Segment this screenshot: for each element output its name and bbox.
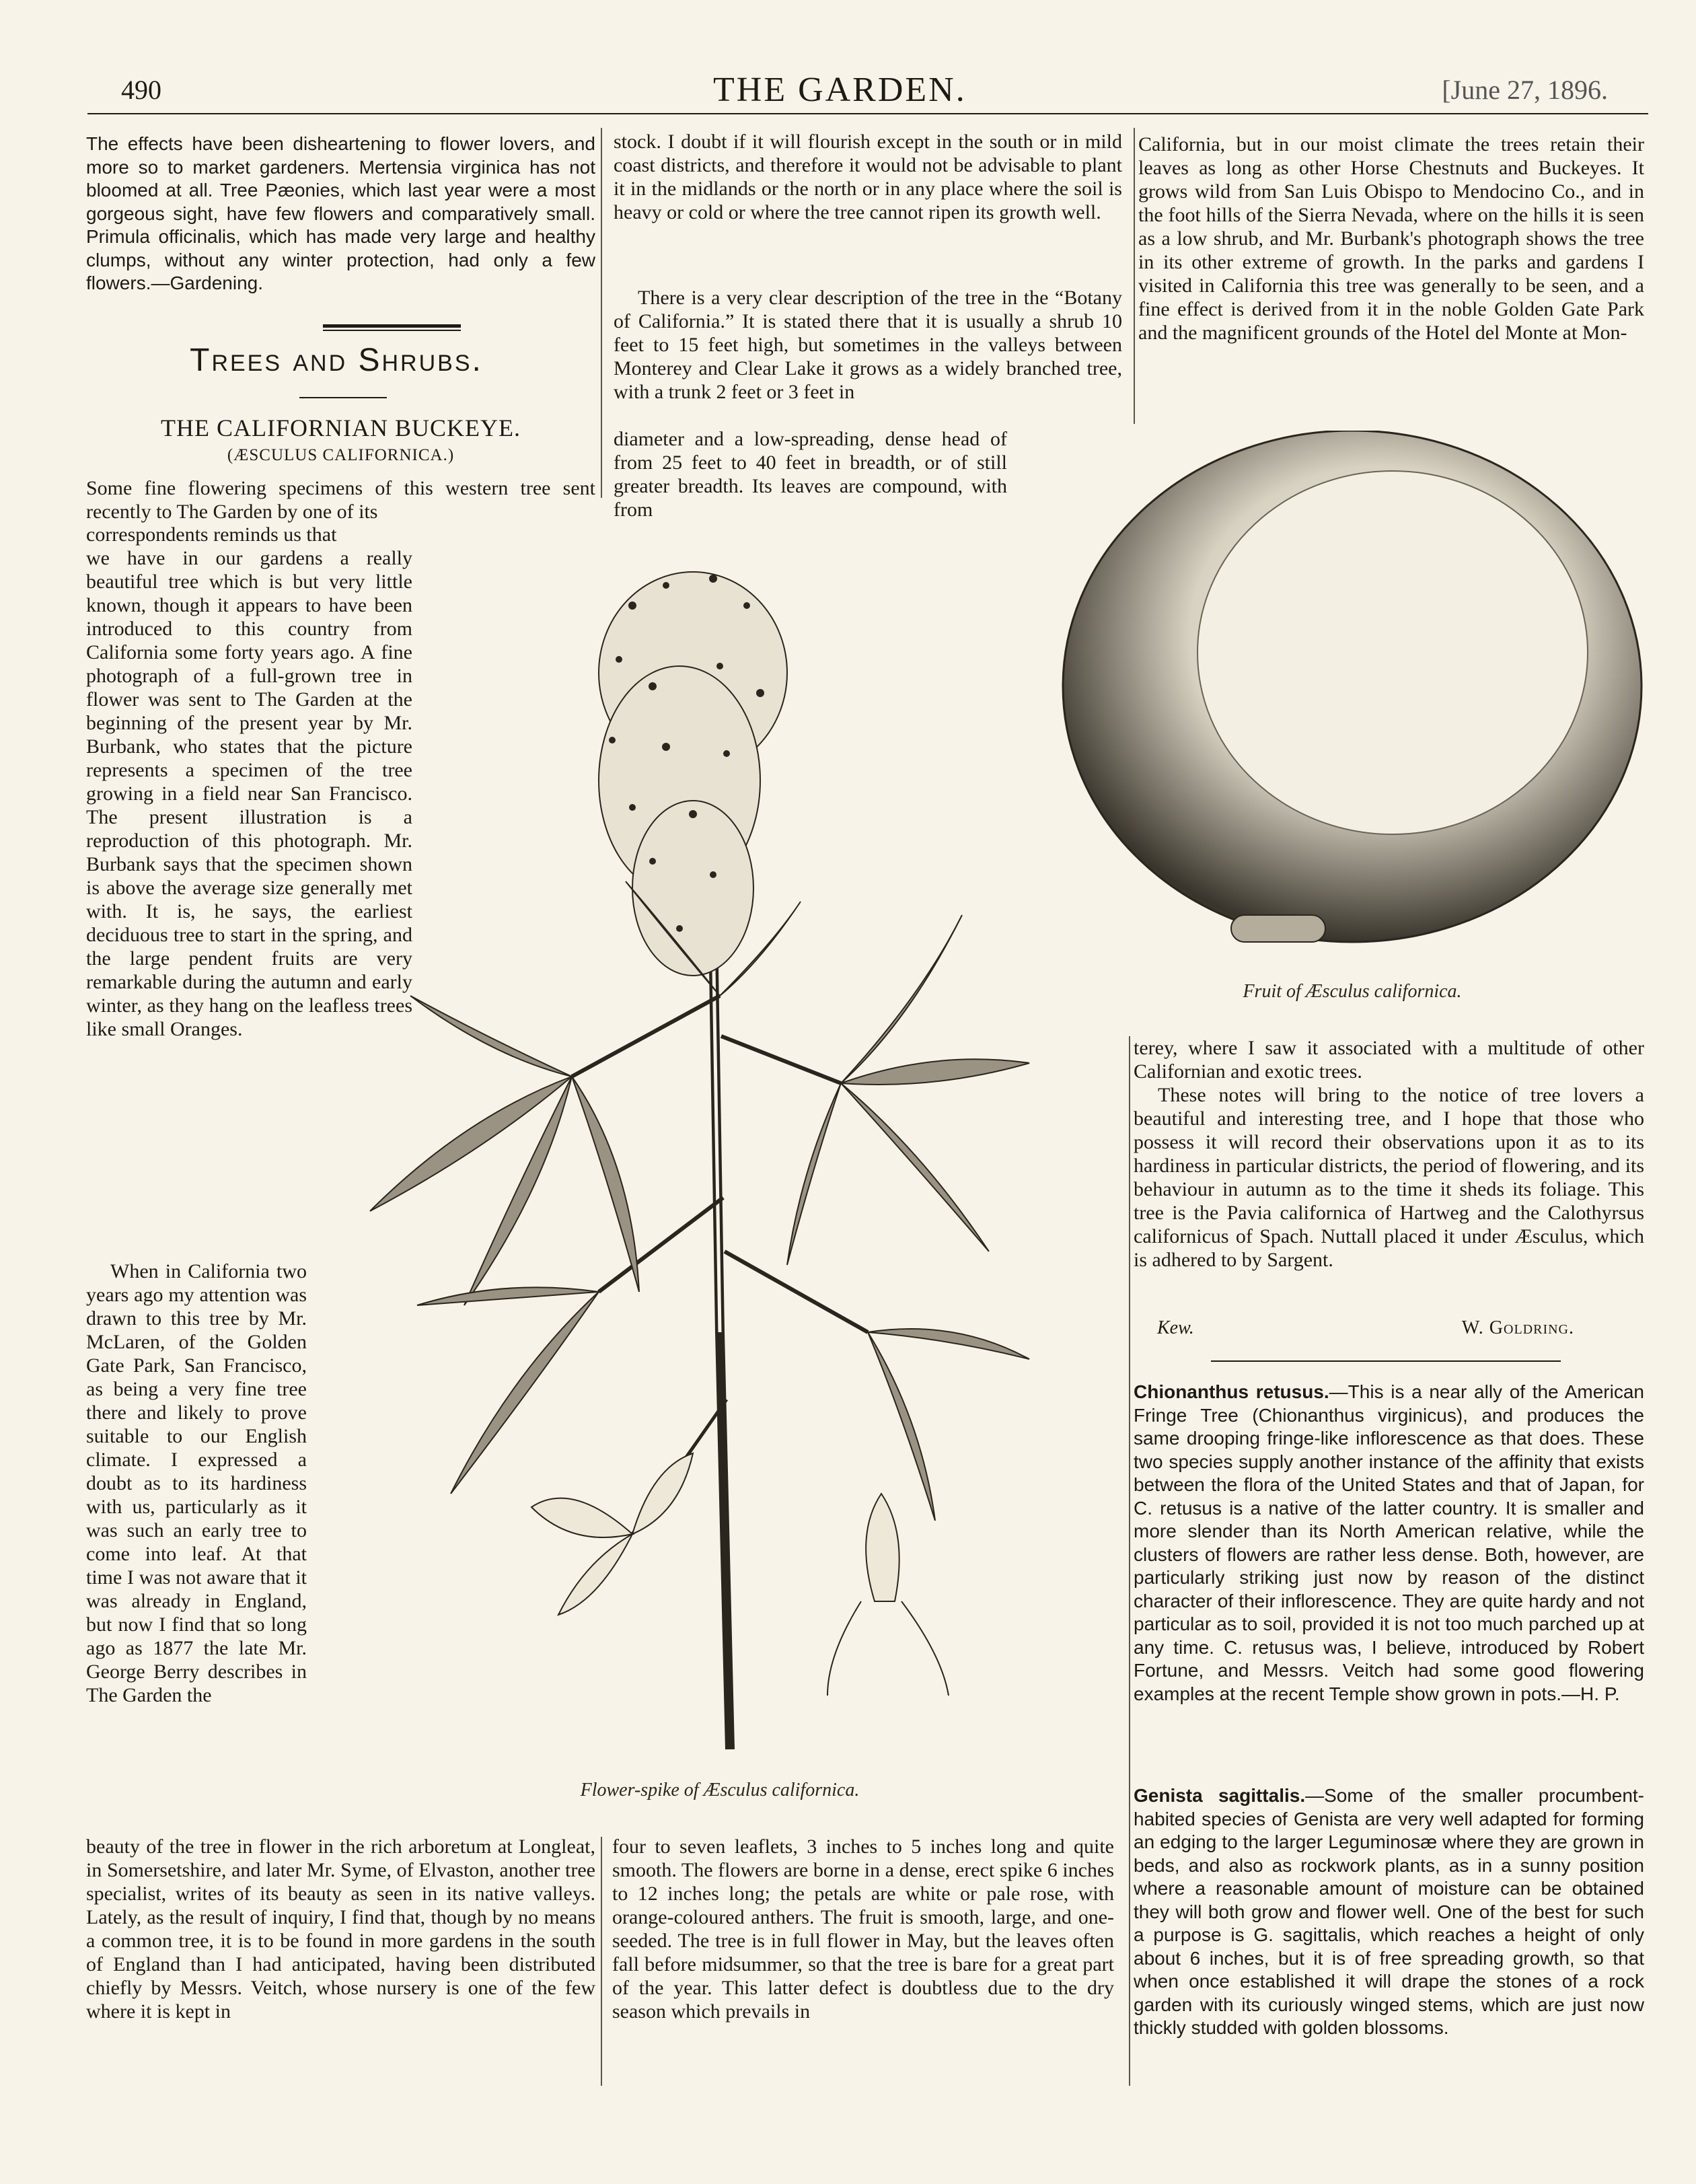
fruit-illustration xyxy=(1053,431,1652,969)
article-lead: Some fine flowering specimens of this western tree sent recently to The Garden by one of its xyxy=(86,477,595,523)
chionanthus-title: Chionanthus retusus. xyxy=(1134,1381,1329,1402)
page-date: [June 27, 1896. xyxy=(1442,75,1608,105)
signature-line xyxy=(1157,1317,1574,1342)
article-title: THE CALIFORNIAN BUCKEYE. xyxy=(161,414,521,441)
section-heading: Trees and Shrubs. xyxy=(190,342,483,378)
signature-name: W. Goldring. xyxy=(1461,1317,1574,1338)
chionanthus-body: —This is a near ally of the American Fringe Tree (Chionanthus virginicus), and produces the same drooping fringe-like inflorescence as that does. These two species supply another instance of the affinity that exists between the flora of the United States and that of Japan, for C. retusus is a native of the latter country. It is smaller and more slender than its North American relative, while the clusters of flowers are rather less dense. Both, however, are particularly striking just now by reason of the distinct character of their inflorescence. They are quite hardy and not particular as to soil, provided it is not too much parched up at any time. C. retusus was, I believe, introduced by Robert Fortune, and Messrs. Veitch had some good flowering examples at the recent Temple show grown in pots.—H. P. xyxy=(1134,1381,1644,1704)
article-end-rule xyxy=(1211,1360,1561,1362)
genista-note xyxy=(1134,1784,1644,2040)
column-divider-3 xyxy=(601,1837,602,2086)
article-subtitle: (ÆSCULUS CALIFORNICA.) xyxy=(227,446,455,464)
header-rule xyxy=(87,113,1648,114)
body-paragraph-3: beauty of the tree in flower in the rich arboretum at Longleat, in Somersetshire, and later Mr. Syme, of Elvaston, another tree specialist, writes of its beauty as seen in its native valleys. Lately, as the result of inquiry, I find that, though by no means a common tree, it is to be found in more gardens in the south of England than I had anticipated, having been distributed chiefly by Messrs. Veitch, whose nursery is one of the few where it is kept in xyxy=(86,1835,595,2023)
col2-paragraph-3: four to seven leaflets, 3 inches to 5 inches long and quite smooth. The flowers are borne in a dense, erect spike 6 inches to 12 inches long; the petals are white or pale rose, with orange-coloured anthers. The fruit is smooth, large, and one-seeded. The tree is in full flower in May, but the leaves often fall before midsummer, so that the tree is bare for a great part of the year. This latter defect is doubtless due to the dry season which prevails in xyxy=(612,1835,1114,2023)
heading-rule-bottom xyxy=(299,397,387,398)
signature-place: Kew. xyxy=(1157,1317,1194,1338)
column-divider-2 xyxy=(1134,128,1135,424)
page-header xyxy=(121,70,1608,110)
col2-paragraph-1: stock. I doubt if it will flourish except in the south or in mild coast districts, and therefore it would not be advisable to plant it in the midlands or the north or in any place where the soil is heavy or cold or where the tree cannot ripen its growth well. xyxy=(614,131,1122,223)
heading-rule-thick xyxy=(323,324,461,328)
intro-paragraph: The effects have been disheartening to flower lovers, and more so to market gardeners. Mertensia virginica has not bloomed at all. Tree Pæonies, which last year were a most gorgeous sight, have few flowers and comparatively small. Primula officinalis, which has made very large and healthy clumps, without any winter protection, had only a few flowers.—Gardening. xyxy=(86,133,595,293)
column-divider-4 xyxy=(1129,1036,1130,2086)
heading-rule-thin xyxy=(323,330,461,331)
page-number: 490 xyxy=(121,75,161,105)
col3-paragraph-1: California, but in our moist climate the trees retain their leaves as long as other Horse Chestnuts and Buckeyes. It grows wild from San Luis Obispo to Mendocino Co., and in the foot hills of the Sierra Nevada, where on the hills it is seen as a low shrub, and Mr. Burbank's photograph shows the tree in its other extreme of growth. In the parks and gardens I visited in California this tree was generally to be seen, and a fine effect is derived from it in the noble Golden Gate Park and the magnificent grounds of the Hotel del Monte at Mon- xyxy=(1138,133,1644,344)
body-paragraph-2: When in California two years ago my attention was drawn to this tree by Mr. McLaren, of the Golden Gate Park, San Francisco, as being a very fine tree there and likely to prove suitable to our English climate. I expressed a doubt as to its hardiness with us, particularly as it was such an early tree to come into leaf. At that time I was not aware that it was already in England, but now I find that so long ago as 1877 the late Mr. George Berry describes in The Garden the xyxy=(86,1260,307,1706)
article-lead-cont: correspondents reminds us that xyxy=(86,523,337,546)
column-divider-1 xyxy=(601,128,602,498)
col2-paragraph-2: There is a very clear description of the tree in the “Botany of California.” It is stated there that it is usually a shrub 10 feet to 15 feet high, but sometimes in the valleys between Monterey and Clear Lake it grows as a widely branched tree, with a trunk 2 feet or 3 feet in xyxy=(614,287,1122,403)
chionanthus-note xyxy=(1134,1381,1644,1706)
fruit-caption: Fruit of Æsculus californica. xyxy=(1243,981,1462,1002)
flower-spike-illustration xyxy=(316,525,1090,1783)
col3-paragraph-2: terey, where I saw it associated with a multitude of other Californian and exotic trees. xyxy=(1134,1037,1644,1083)
col2-paragraph-2-cont: diameter and a low-spreading, dense head of from 25 feet to 40 feet in breadth, or of still greater breadth. Its leaves are compound, with from xyxy=(614,428,1007,521)
page-title: THE GARDEN. xyxy=(713,71,967,109)
body-paragraph-1: we have in our gardens a really beautiful tree which is but very little known, though it appears to have been introduced to this country from California some forty years ago. A fine photograph of a full-grown tree in flower was sent to The Garden at the beginning of the present year by Mr. Burbank, who states that the picture represents a specimen of the tree growing in a field near San Francisco. The present illustration is a reproduction of this photograph. Mr. Burbank says that the specimen shown is above the average size generally met with. It is, he says, the earliest deciduous tree to start in the spring, and the large pendent fruits are very remarkable during the autumn and early winter, as they hang on the leafless trees like small Oranges. xyxy=(86,547,412,1040)
col3-paragraph-3: These notes will bring to the notice of tree lovers a beautiful and interesting tree, and I hope that those who possess it will record their observations upon it as to its hardiness in particular districts, the period of flowering, and its behaviour in autumn as to the time it sheds its foliage. This tree is the Pavia californica of Hartweg and the Calothyrsus californicus of Spach. Nuttall placed it under Æsculus, which is adhered to by Sargent. xyxy=(1134,1084,1644,1271)
genista-title: Genista sagittalis. xyxy=(1134,1785,1306,1806)
flower-caption: Flower-spike of Æsculus californica. xyxy=(580,1780,860,1800)
genista-body: —Some of the smaller procumbent-habited species of Genista are very well adapted for forming an edging to the larger Leguminosæ where they are grown in beds, and also as rockwork plants, as in a sunny position where a reasonable amount of moisture can be obtained they will both grow and flower well. One of the best for such a purpose is G. sagittalis, which reaches a height of only about 6 inches, but it is of free spreading growth, so that when once established it will drape the stones of a rock garden with its curiously winged stems, which are just now thickly studded with golden blossoms. xyxy=(1134,1785,1644,2038)
